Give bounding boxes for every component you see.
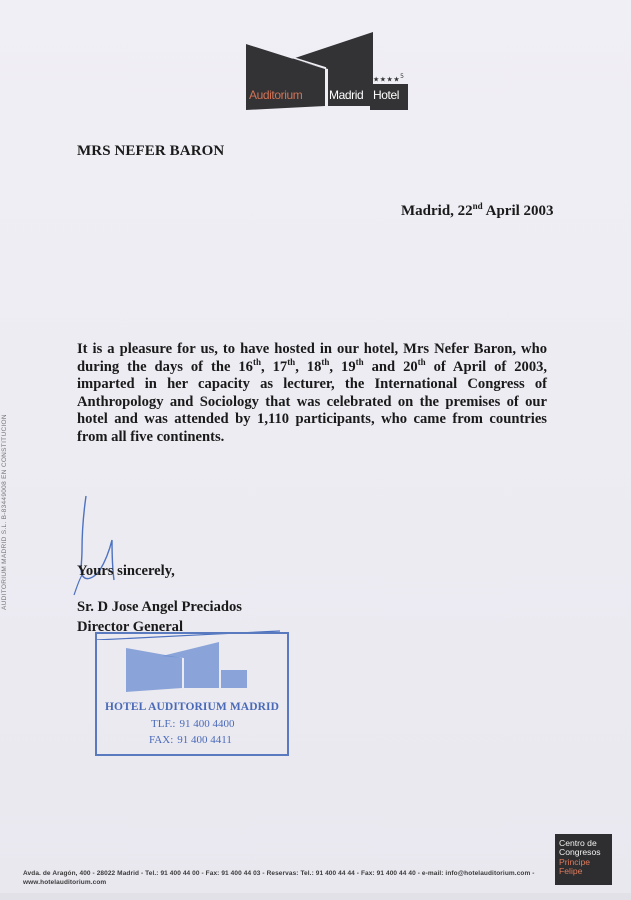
badge-line-3: Principe (559, 856, 591, 867)
page-bottom-edge (0, 893, 631, 900)
letter-body: It is a pleasure for us, to have hosted in our hotel, Mrs Nefer Baron, who during the days of the 16th, 17th, 18th, 19th and 20th of April of 2003, imparted in her capacity as lecturer, the International Congress of Anthropology and Sociology that was celebrated on the premises of our hotel and was attended by 1,110 participants, who came from countries from all five continents. (77, 341, 548, 445)
congress-center-badge (555, 834, 612, 885)
signer-name: Sr. D Jose Angel Preciados (77, 599, 242, 615)
closing-salutation: Yours sincerely, (77, 563, 175, 579)
logo-word-auditorium: Auditorium (249, 88, 303, 102)
badge-line-4: Felipe (559, 866, 583, 877)
recipient-name: MRS NEFER BARON (77, 143, 225, 159)
margin-registration-text: AUDITORIUM MADRID S.L. B-83449008 EN CONSTITUCION (1, 414, 8, 610)
badge-line-2: Congresos (559, 847, 601, 858)
hotel-logo (243, 26, 413, 112)
stamp-logo-icon (124, 640, 254, 698)
stamp-fax: FAX: 91 400 4411 (149, 734, 232, 746)
footer-address: Avda. de Aragón, 400 - 28022 Madrid - Tel.: 91 400 44 00 - Fax: 91 400 44 03 - Reservas: Tel.: 91 400 44 44 - Fax: 91 400 44 40 - e-mail: info@hotelauditorium.com - www.hotelauditorium.com (23, 870, 535, 886)
logo-word-hotel: Hotel (373, 88, 400, 102)
hotel-stamp (95, 632, 289, 756)
star-rating-icon: ★★★★$^5$ (373, 73, 405, 84)
signer-title: Director General (77, 619, 184, 635)
letter-date: Madrid, 22nd April 2003 (401, 201, 554, 219)
badge-line-1: Centro de (559, 838, 597, 848)
stamp-hotel-name: HOTEL AUDITORIUM MADRID (105, 701, 279, 713)
stamp-phone: TLF.: 91 400 4400 (151, 718, 235, 730)
logo-word-madrid: Madrid (329, 88, 364, 102)
